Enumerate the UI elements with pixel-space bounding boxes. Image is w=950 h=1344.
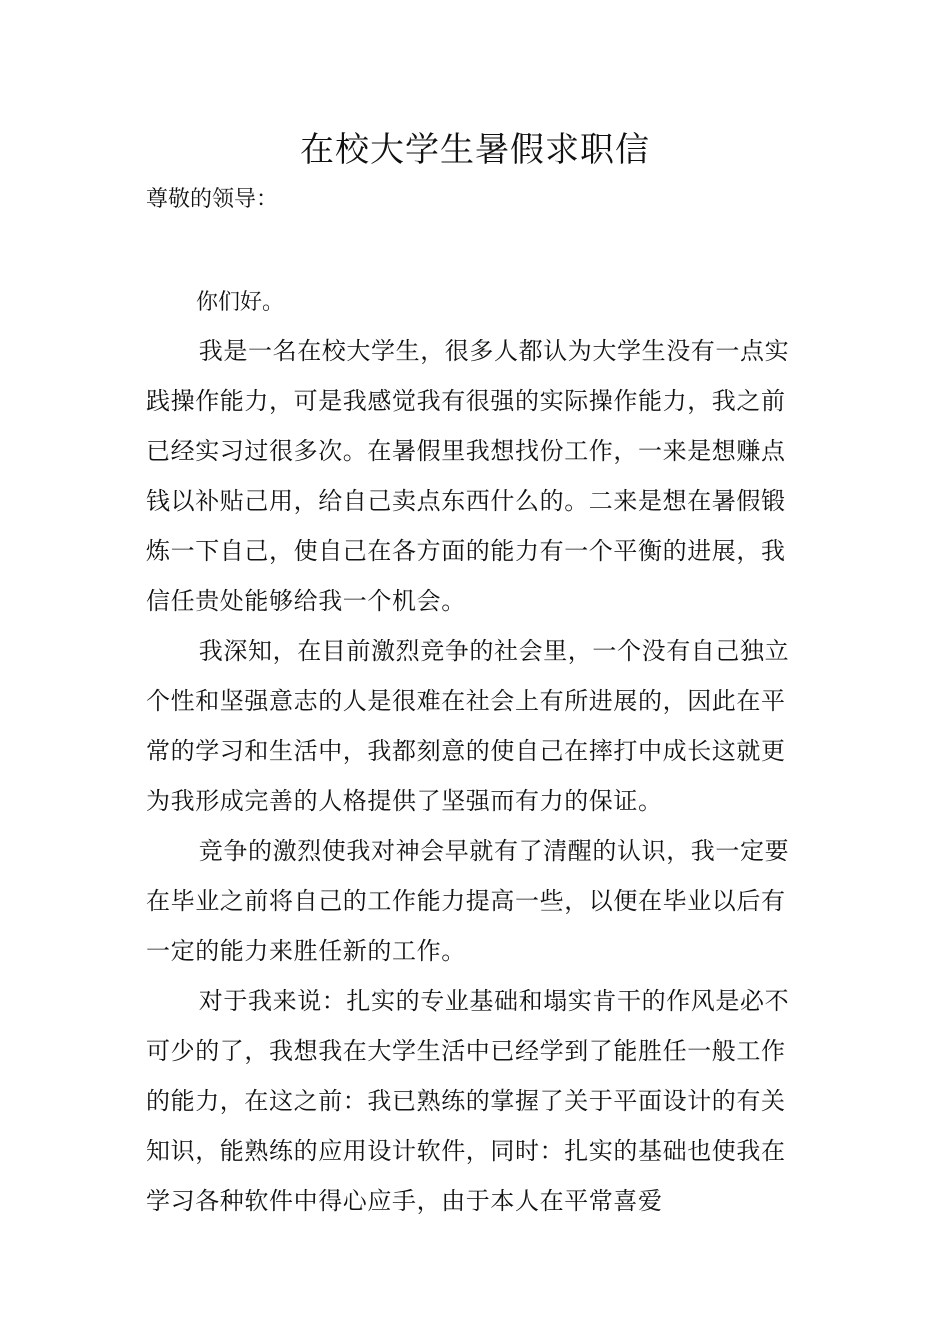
letter-body (146, 326, 806, 1226)
salutation: 尊敬的领导： (146, 187, 279, 212)
paragraph-3: 竞争的激烈使我对神会早就有了清醒的认识，我一定要在毕业之前将自己的工作能力提高一些，以便在毕业以后有一定的能力来胜任新的工作。 (146, 837, 790, 965)
greeting: 你们好。 (196, 290, 285, 315)
paragraph-2: 我深知，在目前激烈竞争的社会里，一个没有自己独立个性和坚强意志的人是很难在社会上有所进展的，因此在平常的学习和生活中，我都刻意的使自己在摔打中成长这就更为我形成完善的人格提供了坚强而有力的保证。 (146, 637, 790, 815)
paragraph-4: 对于我来说：扎实的专业基础和塌实肯干的作风是必不可少的了，我想我在大学生活中已经学到了能胜任一般工作的能力，在这之前：我已熟练的掌握了关于平面设计的有关知识，能熟练的应用设计软件，同时：扎实的基础也使我在学习各种软件中得心应手，由于本人在平常喜爱 (146, 987, 790, 1215)
document-title: 在校大学生暑假求职信 (300, 130, 650, 170)
paragraph-1: 我是一名在校大学生，很多人都认为大学生没有一点实践操作能力，可是我感觉我有很强的实际操作能力，我之前已经实习过很多次。在暑假里我想找份工作，一来是想赚点钱以补贴己用，给自己卖点东西什么的。二来是想在暑假锻炼一下自己，使自己在各方面的能力有一个平衡的进展，我信任贵处能够给我一个机会。 (146, 337, 790, 615)
